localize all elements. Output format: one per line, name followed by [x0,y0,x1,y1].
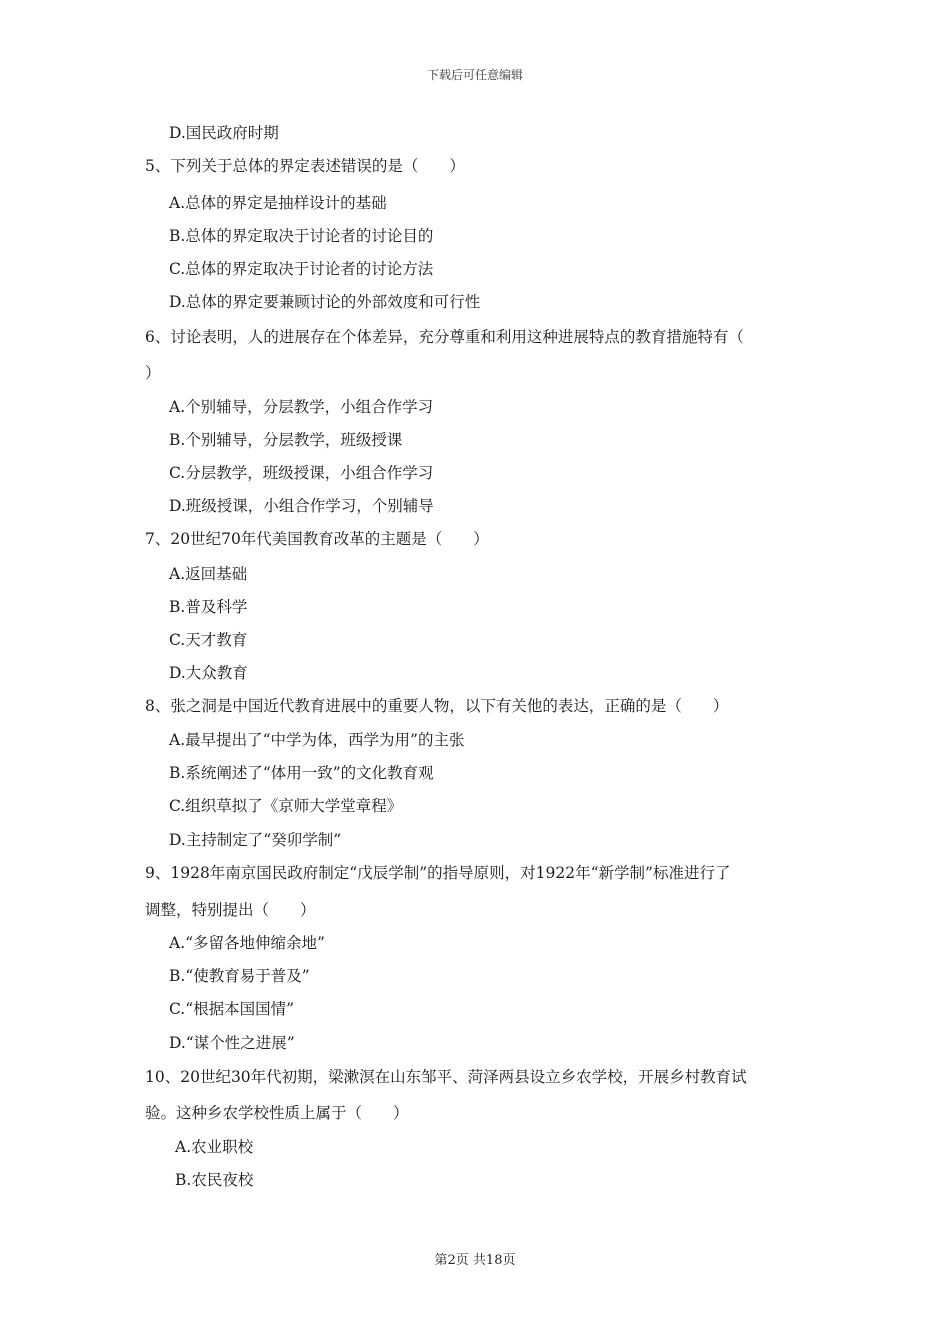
option-line: D.主持制定了“癸卯学制” [169,831,342,849]
page-header: 下载后可任意编辑 [426,68,523,82]
question-line: 验。这种乡农学校性质上属于（ ） [145,1104,409,1122]
option-line: B.农民夜校 [175,1171,254,1189]
option-line: B.“使教育易于普及” [169,967,310,985]
page-footer: 第2页 共18页 [434,1253,516,1268]
option-line: A.最早提出了“中学为体，西学为用”的主张 [169,731,465,749]
question-line: 6、讨论表明，人的进展存在个体差异，充分尊重和利用这种进展特点的教育措施特有（ [145,328,744,346]
option-line: A.个别辅导，分层教学，小组合作学习 [169,398,434,416]
question-line: 9、1928年南京国民政府制定“戊辰学制”的指导原则，对1922年“新学制”标准进行了 [145,864,731,882]
option-line: C.天才教育 [169,631,248,649]
option-line: D.“谋个性之进展” [169,1034,295,1052]
option-line: A.总体的界定是抽样设计的基础 [169,194,387,212]
question-line: 调整，特别提出（ ） [145,901,316,919]
question-line: ） [145,364,161,382]
option-line: A.农业职校 [175,1138,254,1156]
option-line: C.分层教学，班级授课，小组合作学习 [169,464,434,482]
option-line: D.班级授课，小组合作学习，个别辅导 [169,497,434,515]
option-line: D.总体的界定要兼顾讨论的外部效度和可行性 [169,293,481,311]
option-line: A.返回基础 [169,565,248,583]
option-line: C.组织草拟了《京师大学堂章程》 [169,797,403,815]
option-line: B.个别辅导，分层教学，班级授课 [169,431,403,449]
option-line: A.“多留各地伸缩余地” [169,934,325,952]
option-line: C.总体的界定取决于讨论者的讨论方法 [169,260,434,278]
option-line: C.“根据本国国情” [169,1000,295,1018]
question-line: 10、20世纪30年代初期，梁漱溟在山东邹平、菏泽两县设立乡农学校，开展乡村教育试 [145,1068,747,1086]
question-line: 5、下列关于总体的界定表述错误的是（ ） [145,157,465,175]
question-line: 7、20世纪70年代美国教育改革的主题是（ ） [145,530,489,548]
question-line: 8、张之洞是中国近代教育进展中的重要人物，以下有关他的表达，正确的是（ ） [145,697,729,715]
option-line: B.普及科学 [169,598,248,616]
option-line: B.系统阐述了“体用一致”的文化教育观 [169,764,434,782]
option-line: D.国民政府时期 [169,124,279,142]
option-line: D.大众教育 [169,664,248,682]
option-line: B.总体的界定取决于讨论者的讨论目的 [169,227,434,245]
